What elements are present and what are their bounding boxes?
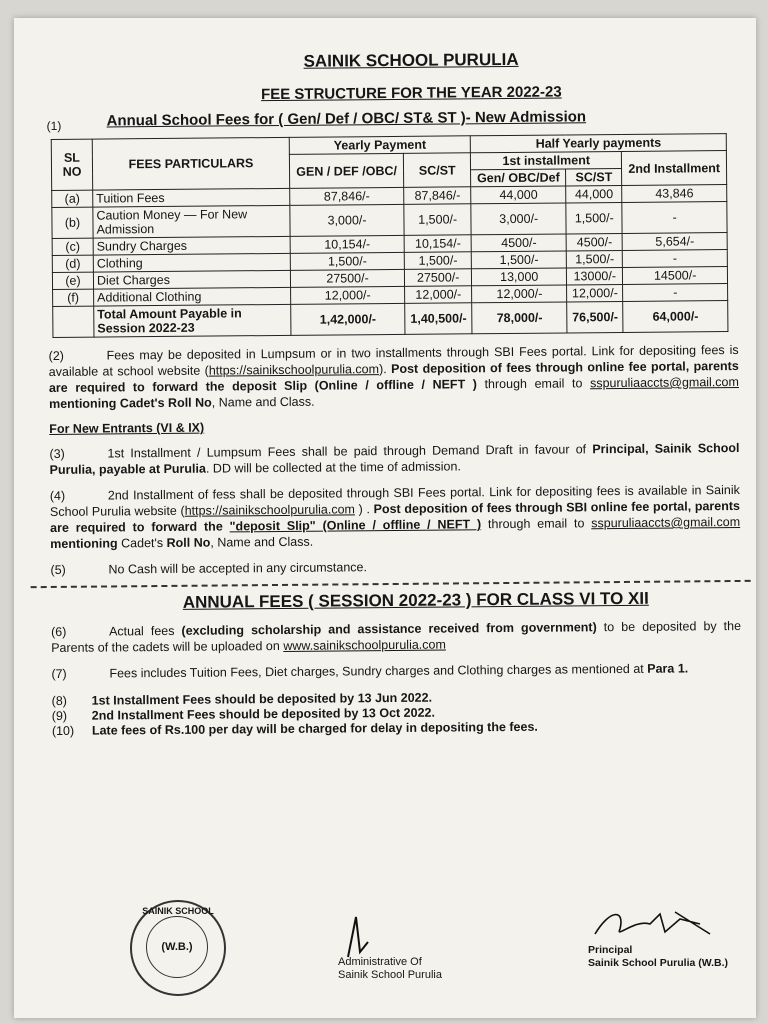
school-link-2[interactable]: https://sainikschoolpurulia.com [184,502,355,518]
fee-sl: (a) [52,190,93,207]
total-i1scst: 76,500/- [567,301,623,332]
para-6-bold: (excluding scholarship and assistance received from government) [181,620,597,638]
section1-num: (1) [46,118,62,133]
para-3-bold: Principal, Sainik School Purulia, payable at Purulia [49,440,740,477]
document-content [46,48,742,739]
website-link[interactable]: www.sainikschoolpurulia.com [283,637,446,653]
fee-i1scst: 44,000 [566,185,622,202]
section1-heading [47,107,737,133]
fee-i1gen: 3,000/- [471,203,566,235]
school-stamp [130,900,226,996]
fee-sl: (e) [52,272,93,289]
header-scst2: SC/ST [566,168,622,185]
fee-i1gen: 12,000/- [472,285,567,303]
header-yearly: Yearly Payment [289,136,470,155]
total-gen: 1,42,000/- [291,303,405,335]
total-label: Total Amount Payable in Session 2022-23 [94,304,291,337]
header-inst2: 2nd Installment [622,151,727,186]
para-2-c: through email to [476,376,591,392]
para-5-num: (5) [50,562,66,577]
divider [31,580,751,588]
para-8-text: 1st Installment Fees should be deposited by 13 Jun 2022. [91,690,433,708]
para-10-num: (10) [51,723,75,738]
fee-gen: 87,846/- [290,187,404,205]
fee-gen: 1,500/- [290,252,404,270]
header-gen: GEN / DEF /OBC/ [289,153,403,188]
fee-scst: 12,000/- [405,286,472,304]
para-6 [51,618,741,656]
fee-name: Clothing [93,253,290,272]
header-inst1: 1st installment [471,151,622,169]
fee-scst: 1,500/- [404,252,471,270]
para-4-b: ) . [354,502,374,517]
fee-name: Caution Money — For New Admission [93,205,290,238]
fee-i1gen: 4500/- [471,234,566,252]
fee-scst: 27500/- [405,269,472,287]
deadline-list [52,688,742,739]
new-entrants-heading: For New Entrants (VI & IX) [49,420,205,436]
total-i1gen: 78,000/- [472,302,567,334]
para-4-deposit-slip: "deposit Slip" (Online / offline / NEFT ) [229,517,482,534]
para-2-d: mentioning Cadet's [48,395,169,411]
para-4-e: Cadet's [117,535,167,551]
school-link[interactable]: https://sainikschoolpurulia.com [208,362,380,378]
para-3-num: (3) [49,446,65,461]
fee-i2: 14500/- [623,267,728,285]
section1-text: Annual School Fees for ( Gen/ Def / OBC/ ST& ST )- New Admission [106,108,587,130]
admin-school: Sainik School Purulia [338,969,442,981]
fee-gen: 12,000/- [291,286,405,304]
header-gen2: Gen/ OBC/Def [471,169,566,187]
header-scst: SC/ST [404,153,471,188]
annual-fees-heading: ANNUAL FEES ( SESSION 2022-23 ) FOR CLASS VI TO XII [182,588,649,612]
total-scst: 1,40,500/- [405,303,472,335]
admin-title: Administrative Of [338,956,422,968]
para-5-text: No Cash will be accepted in any circumstance. [108,560,368,577]
fee-sl: (f) [53,289,94,306]
header-sl: SL NO [51,139,92,190]
fee-i2: - [623,284,728,302]
para-3-b: . DD will be collected at the time of admission. [205,459,461,476]
para-7-a: Fees includes Tuition Fees, Diet charges, Sundry charges and Clothing charges as mentioned at [109,661,648,681]
para-8-num: (8) [51,693,67,708]
para-6-a: Actual fees [108,623,182,639]
fee-name: Tuition Fees [93,188,290,207]
header-half: Half Yearly payments [470,134,726,153]
school-title: SAINIK SCHOOL PURULIA [303,49,519,71]
stamp-center-text: (W.B.) [146,916,208,978]
para-4-f: , Name and Class. [210,534,314,550]
total-row [53,301,728,338]
email-link-2[interactable]: sspuruliaaccts@gmail.com [591,514,741,531]
fee-scst: 10,154/- [404,235,471,253]
para-7-num: (7) [51,666,67,681]
fee-scst: 87,846/- [404,187,471,205]
fee-i2: - [622,202,727,234]
principal-signature-block [588,944,728,970]
para-4-c: through email to [481,516,592,532]
para-4-a: 2nd Installment of fess shall be deposited through SBI Fees portal. Link for depositing fees is available in Sainik School Purulia website ( [49,482,740,519]
para-7 [51,660,741,682]
email-link[interactable]: sspuruliaaccts@gmail.com [589,374,739,391]
para-2 [49,342,740,412]
fee-scst: 1,500/- [404,204,471,236]
para-4-roll: Roll No [166,535,211,550]
fee-gen: 27500/- [290,269,404,287]
para-2-roll: Roll No [167,395,212,410]
para-3-a: 1st Installment / Lumpsum Fees shall be paid through Demand Draft in favour of [107,442,593,461]
total-sl [53,306,94,337]
fee-table [51,133,729,338]
para-4-bold: Post deposition of fees through SBI online fee portal, parents are required to forward the [50,498,741,535]
para-7-bold: Para 1. [647,661,689,676]
fee-name: Sundry Charges [93,236,290,255]
principal-signature-icon [590,904,720,944]
para-2-num: (2) [48,348,64,363]
fee-i1scst: 1,500/- [567,250,623,267]
para-4-num: (4) [49,488,66,503]
fee-sl: (d) [52,255,93,272]
fee-gen: 3,000/- [290,204,404,236]
fee-i1scst: 12,000/- [567,284,623,301]
total-i2: 64,000/- [623,301,728,333]
document-page [14,18,756,1018]
para-9-text: 2nd Installment Fees should be deposited by 13 Oct 2022. [91,705,435,723]
para-2-bold: Post deposition of fees through online fee portal, parents are required to forward the deposit Slip (Online / offline / NEFT ) [48,358,739,395]
para-4 [50,482,741,552]
principal-school: Sainik School Purulia (W.B.) [588,957,729,969]
fee-i1scst: 4500/- [566,233,622,250]
para-3 [49,440,739,478]
fee-i1scst: 13000/- [567,267,623,284]
fee-i1gen: 1,500/- [472,251,567,269]
fee-i2: 5,654/- [622,233,727,251]
para-10-text: Late fees of Rs.100 per day will be charged for delay in depositing the fees. [91,719,538,738]
para-9-num: (9) [51,708,68,723]
fee-rows [52,185,728,307]
admin-signature-icon [338,912,378,962]
para-2-b: ). [378,362,392,377]
fee-i2: - [623,250,728,268]
para-5 [50,556,740,578]
fee-name: Diet Charges [93,270,290,289]
fee-i1gen: 44,000 [471,186,566,204]
fee-structure-title: FEE STRUCTURE FOR THE YEAR 2022-23 [260,83,562,104]
para-2-e: , Name and Class. [211,394,315,410]
para-6-b: to be deposited by the Parents of the cadets will be uploaded on [51,618,742,655]
fee-i2: 43,846 [622,185,727,203]
stamp-top-text: SAINIK SCHOOL [142,906,214,916]
principal-title: Principal [588,944,633,956]
fee-name: Additional Clothing [94,287,291,306]
admin-signature-block [338,956,442,982]
fee-sl: (c) [52,238,93,255]
para-6-num: (6) [50,624,67,639]
para-2-a: Fees may be deposited in Lumpsum or in two installments through SBI Fees portal. Link for depositing fees is available at school website ( [48,342,739,379]
fee-i1scst: 1,500/- [566,202,622,233]
fee-sl: (b) [52,207,93,238]
header-fees: FEES PARTICULARS [92,137,289,190]
fee-gen: 10,154/- [290,235,404,253]
fee-i1gen: 13,000 [472,268,567,286]
para-4-d: mentioning [50,536,118,551]
